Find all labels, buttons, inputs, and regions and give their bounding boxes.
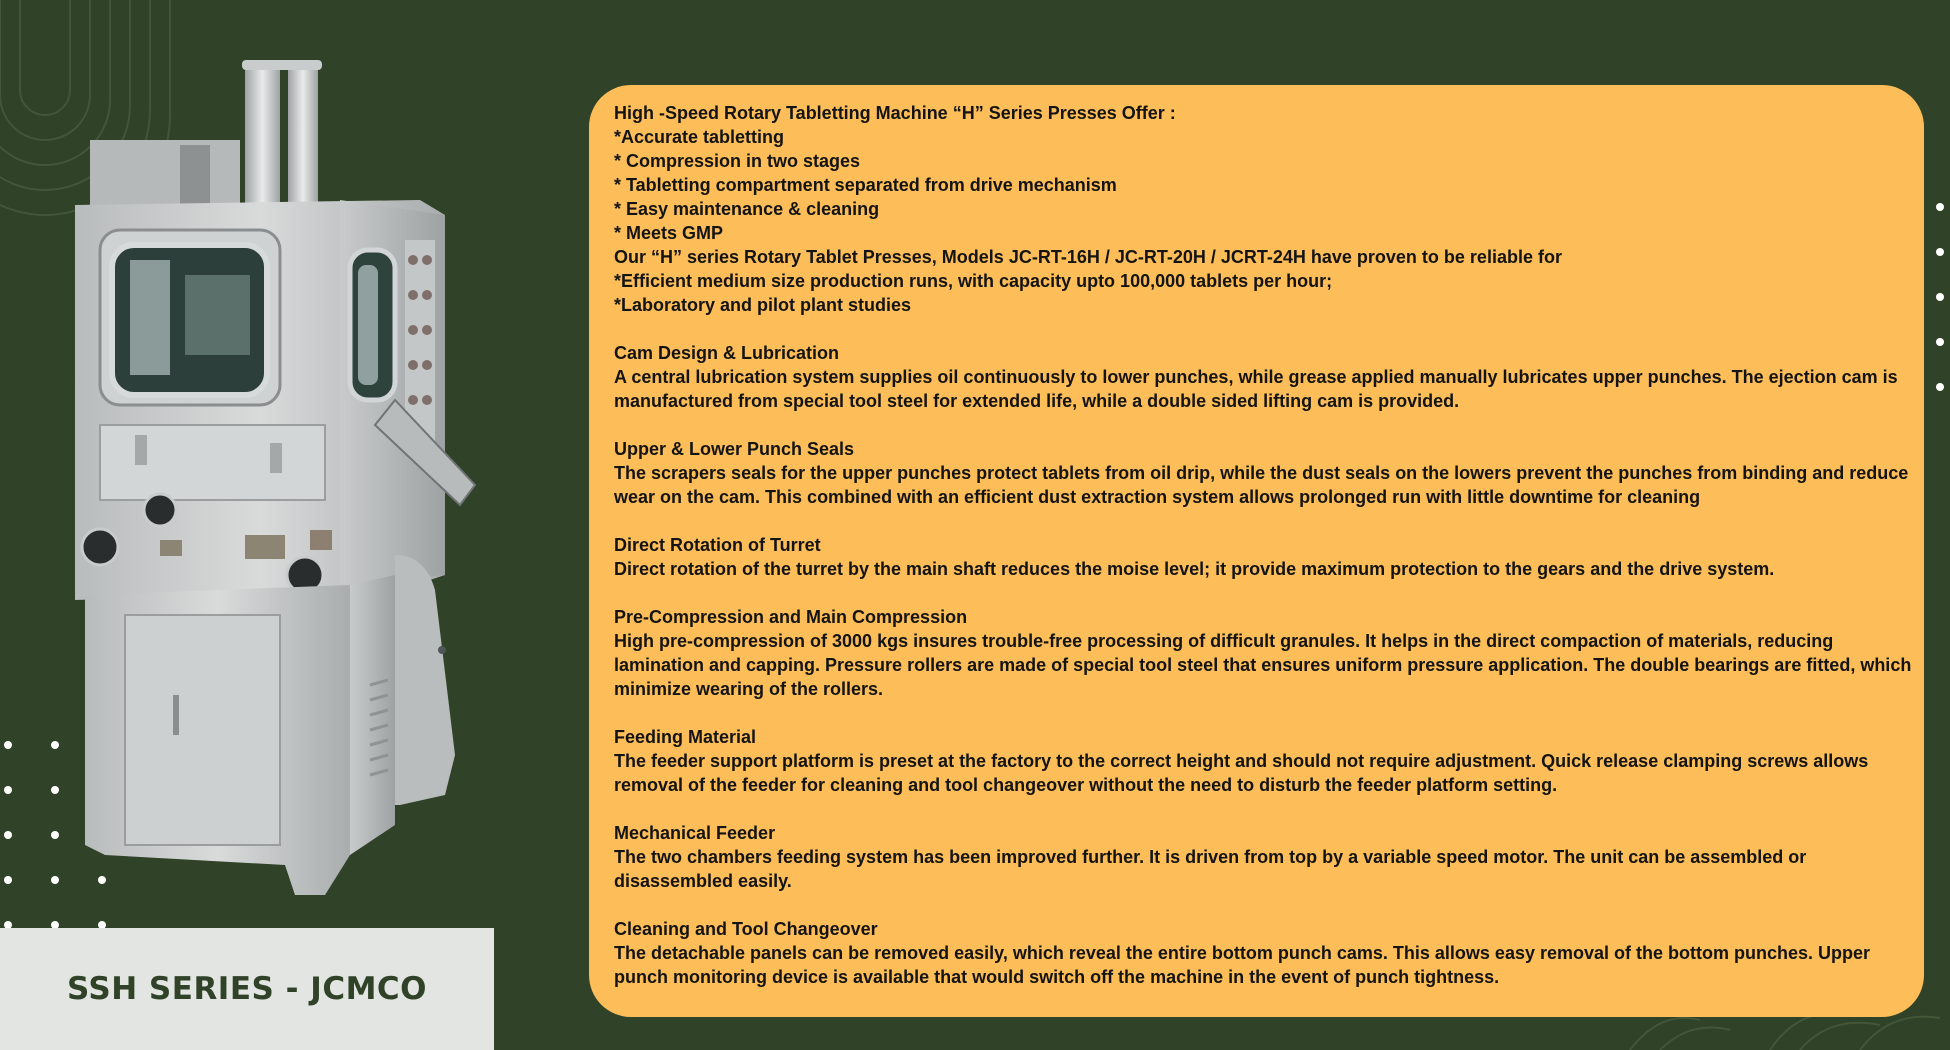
section-line: The detachable panels can be removed easily, which reveal the entire bottom punch cams. This allows easy removal of the bottom punches. Upper (614, 943, 1871, 963)
section-line: minimize wearing of the rollers. (614, 679, 884, 699)
caption-box (0, 928, 494, 1050)
section-line: The feeder support platform is preset at the factory to the correct height and should not require adjustment. Quick release clamping screws allows (614, 751, 1869, 771)
feature-item: * Meets GMP (614, 223, 724, 243)
section-line: removal of the feeder for cleaning and tool changeover without the need to disturb the feeder platform setting. (614, 775, 1558, 795)
section-title: Cleaning and Tool Changeover (614, 919, 878, 939)
section-line: wear on the cam. This combined with an efficient dust extraction system allows prolonged run with little downtime for cleaning (614, 487, 1701, 507)
tablet-press-machine-image (70, 55, 500, 905)
section-line: lamination and capping. Pressure rollers are made of special tool steel that ensures uniform pressure application. The double bearings are fitted, which (614, 655, 1912, 675)
section-title: Pre-Compression and Main Compression (614, 607, 968, 627)
use-item: *Laboratory and pilot plant studies (614, 295, 912, 315)
use-item: *Efficient medium size production runs, with capacity upto 100,000 tablets per hour; (614, 271, 1333, 291)
section-line: A central lubrication system supplies oil continuously to lower punches, while grease applied manually lubricates upper punches. The ejection cam is (614, 367, 1898, 387)
section-title: Cam Design & Lubrication (614, 343, 840, 363)
section-title: Feeding Material (614, 727, 757, 747)
section-line: The scrapers seals for the upper punches protect tablets from oil drip, while the dust seals on the lowers prevent the punches from binding and reduce (614, 463, 1909, 483)
feature-item: * Easy maintenance & cleaning (614, 199, 880, 219)
intro-heading: High -Speed Rotary Tabletting Machine “H” Series Presses Offer : (614, 103, 1176, 123)
section-title: Direct Rotation of Turret (614, 535, 821, 555)
feature-item: * Compression in two stages (614, 151, 861, 171)
feature-item: *Accurate tabletting (614, 127, 785, 147)
dot-grid-right (1930, 195, 1950, 405)
section-line: punch monitoring device is available that would switch off the machine in the event of punch tightness. (614, 967, 1500, 987)
section-line: Direct rotation of the turret by the main shaft reduces the moise level; it provide maximum protection to the gears and the drive system. (614, 559, 1775, 579)
section-line: manufactured from special tool steel for extended life, while a double sided lifting cam is provided. (614, 391, 1460, 411)
section-title: Mechanical Feeder (614, 823, 776, 843)
spec-card (589, 85, 1924, 1017)
models-line: Our “H” series Rotary Tablet Presses, Models JC-RT-16H / JC-RT-20H / JCRT-24H have proven to be reliable for (614, 247, 1562, 267)
section-line: disassembled easily. (614, 871, 792, 891)
caption-title: SSH SERIES - JCMCO (66, 971, 428, 1007)
section-title: Upper & Lower Punch Seals (614, 439, 855, 459)
section-line: High pre-compression of 3000 kgs insures trouble-free processing of difficult granules. It helps in the direct compaction of materials, reducing (614, 631, 1834, 651)
section-line: The two chambers feeding system has been improved further. It is driven from top by a variable speed motor. The unit can be assembled or (614, 847, 1807, 867)
feature-item: * Tabletting compartment separated from drive mechanism (614, 175, 1117, 195)
